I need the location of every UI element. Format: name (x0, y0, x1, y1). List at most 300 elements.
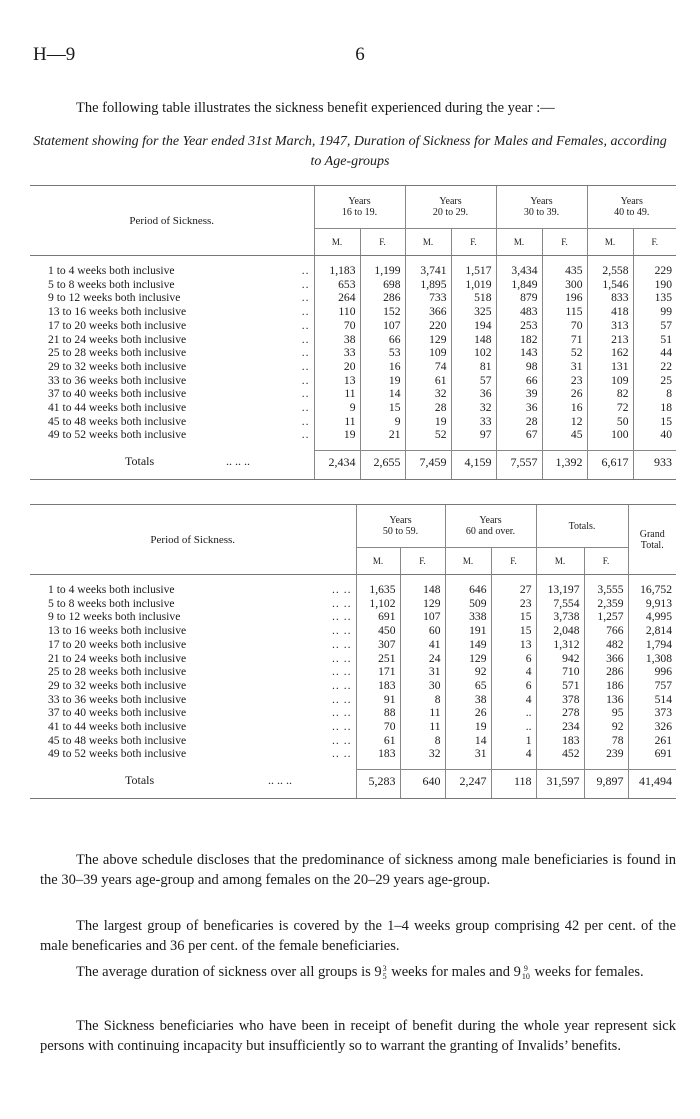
leader-dots: .. (301, 359, 310, 373)
rule-cell (314, 473, 360, 480)
cell-value: 9 (360, 415, 405, 429)
cell-value: 14 (360, 387, 405, 401)
table-row (30, 652, 676, 666)
sex-header: F. (542, 229, 587, 256)
cell-value: 23 (491, 597, 536, 611)
grand-total-header: Grand Total. (628, 505, 676, 575)
cell-value: 51 (633, 333, 676, 347)
age-group-header: Years 60 and over. (445, 505, 536, 548)
rule-cell (268, 792, 356, 799)
leader-dots: .. (301, 387, 310, 401)
rule-cell (30, 792, 268, 799)
cell-value: 92 (445, 665, 491, 679)
cell-value: 53 (360, 346, 405, 360)
totals-header: Totals. (536, 505, 628, 548)
rule-cell (628, 792, 676, 799)
cell-value: 483 (496, 305, 542, 319)
age-group-header: Years 30 to 39. (496, 186, 587, 229)
period-label: 9 to 12 weeks both inclusive (48, 291, 181, 305)
period-label: 13 to 16 weeks both inclusive (48, 305, 187, 319)
leader-dots: .. (301, 332, 310, 346)
spacer-cell (314, 442, 360, 451)
cell-value: 11 (400, 720, 445, 734)
sickness-table-ages-50-plus-totals (30, 504, 676, 799)
cell-value: 148 (400, 583, 445, 597)
cell-value: 186 (584, 679, 628, 693)
cell-value: 16 (360, 360, 405, 374)
cell-value: 21 (360, 428, 405, 442)
cell-value: 307 (356, 638, 400, 652)
cell-value: 32 (405, 387, 451, 401)
total-value: 118 (491, 770, 536, 793)
cell-value: 66 (496, 374, 542, 388)
cell-value: 4 (491, 665, 536, 679)
cell-value: 66 (360, 333, 405, 347)
cell-value: 16 (542, 401, 587, 415)
period-label: 29 to 32 weeks both inclusive (48, 359, 187, 373)
leader-dots: .. .. (332, 651, 352, 665)
cell-value: 9 (314, 401, 360, 415)
cell-value: 286 (360, 291, 405, 305)
cell-value: 36 (496, 401, 542, 415)
rule-cell (445, 792, 491, 799)
table-row (30, 319, 676, 333)
sex-header: F. (451, 229, 496, 256)
cell-value: 99 (633, 305, 676, 319)
total-value: 2,434 (314, 451, 360, 474)
table-row (30, 291, 676, 305)
cell-value: 1,635 (356, 583, 400, 597)
period-label: 45 to 48 weeks both inclusive (48, 414, 187, 428)
cell-value: 4,995 (628, 610, 676, 624)
sex-header: F. (633, 229, 676, 256)
age-group-header: Years 20 to 29. (405, 186, 496, 229)
cell-value: 162 (587, 346, 633, 360)
cell-value: 72 (587, 401, 633, 415)
cell-value: 326 (628, 720, 676, 734)
cell-value: 435 (542, 264, 587, 278)
cell-value: 8 (400, 734, 445, 748)
leader-dots: .. .. (332, 665, 352, 679)
cell-value: 4 (491, 693, 536, 707)
cell-value: 183 (536, 734, 584, 748)
age-group-header: Years 16 to 19. (314, 186, 405, 229)
cell-value: 757 (628, 679, 676, 693)
leader-dots: .. (301, 401, 310, 415)
cell-value: 373 (628, 706, 676, 720)
cell-value: 11 (314, 415, 360, 429)
row-spacer (30, 442, 676, 451)
total-value: 2,247 (445, 770, 491, 793)
page-number: 6 (355, 44, 365, 65)
cell-value: 57 (633, 319, 676, 333)
table-row (30, 374, 676, 388)
cell-value: 31 (400, 665, 445, 679)
period-label: 25 to 28 weeks both inclusive (48, 346, 187, 360)
total-value: 6,617 (587, 451, 633, 474)
cell-value: 1,199 (360, 264, 405, 278)
cell-value: 418 (587, 305, 633, 319)
cell-value: 102 (451, 346, 496, 360)
cell-value: 39 (496, 387, 542, 401)
cell-value: 313 (587, 319, 633, 333)
period-label: 9 to 12 weeks both inclusive (48, 610, 181, 624)
cell-value: 81 (451, 360, 496, 374)
cell-value: 14 (445, 734, 491, 748)
period-label: 5 to 8 weeks both inclusive (48, 277, 175, 291)
table-row (30, 665, 676, 679)
cell-value: 1,312 (536, 638, 584, 652)
cell-value: 40 (633, 428, 676, 442)
spacer-cell (400, 761, 445, 770)
cell-value: 16,752 (628, 583, 676, 597)
cell-value: 261 (628, 734, 676, 748)
period-label: 37 to 40 weeks both inclusive (48, 387, 187, 401)
sickness-table-ages-16-49 (30, 185, 676, 480)
cell-value: 32 (400, 747, 445, 761)
period-label: 5 to 8 weeks both inclusive (48, 596, 175, 610)
period-label: 41 to 44 weeks both inclusive (48, 401, 187, 415)
cell-value: 183 (356, 679, 400, 693)
table-row (30, 597, 676, 611)
rule-cell (496, 473, 542, 480)
period-label: 25 to 28 weeks both inclusive (48, 665, 187, 679)
cell-value: 152 (360, 305, 405, 319)
cell-value: 3,434 (496, 264, 542, 278)
table-row (30, 720, 676, 734)
period-label: 1 to 4 weeks both inclusive (48, 583, 175, 596)
paragraph-invalids-benefit: The Sickness beneficiaries who have been in receipt of benefit during the whole year represent sick persons with continuing incapacity but insufficiently so to warrant the granting of Invalids’ benefits. (40, 1018, 676, 1054)
cell-value: 31 (445, 747, 491, 761)
cell-value: 109 (587, 374, 633, 388)
rule-cell (536, 792, 584, 799)
period-label: 21 to 24 weeks both inclusive (48, 651, 187, 665)
cell-value: 148 (451, 333, 496, 347)
cell-value: 13,197 (536, 583, 584, 597)
leader-dots: .. (301, 414, 310, 428)
cell-value: 7,554 (536, 597, 584, 611)
leader-dots: .. .. (332, 624, 352, 638)
cell-value: 183 (356, 747, 400, 761)
leader-dots: .. (301, 346, 310, 360)
total-value: 7,459 (405, 451, 451, 474)
cell-value: 70 (314, 319, 360, 333)
cell-value: 482 (584, 638, 628, 652)
cell-value: 6 (491, 679, 536, 693)
cell-value: 70 (356, 720, 400, 734)
period-label: 33 to 36 weeks both inclusive (48, 692, 187, 706)
table-row (30, 734, 676, 748)
table-bottom-rule (30, 792, 676, 799)
cell-value: 1,849 (496, 278, 542, 292)
cell-value: 366 (405, 305, 451, 319)
rule-cell (400, 792, 445, 799)
cell-value: 26 (542, 387, 587, 401)
cell-value: 942 (536, 652, 584, 666)
table-row (30, 624, 676, 638)
cell-value: 19 (445, 720, 491, 734)
leader-dots: .. (301, 264, 310, 277)
period-label: 21 to 24 weeks both inclusive (48, 332, 187, 346)
sex-header: M. (587, 229, 633, 256)
spacer-cell (633, 442, 676, 451)
spacer-cell (30, 442, 226, 451)
table-row (30, 278, 676, 292)
cell-value: 65 (445, 679, 491, 693)
cell-value: 4 (491, 747, 536, 761)
cell-value: 23 (542, 374, 587, 388)
cell-value: 50 (587, 415, 633, 429)
cell-value: 1 (491, 734, 536, 748)
table-row (30, 264, 676, 278)
cell-value: 450 (356, 624, 400, 638)
rule-cell (633, 473, 676, 480)
cell-value: 833 (587, 291, 633, 305)
cell-value: 98 (496, 360, 542, 374)
cell-value: 239 (584, 747, 628, 761)
cell-value: 300 (542, 278, 587, 292)
age-group-header: Years 50 to 59. (356, 505, 445, 548)
cell-value: .. (491, 706, 536, 720)
spacer-cell (451, 442, 496, 451)
table-row (30, 679, 676, 693)
cell-value: 1,517 (451, 264, 496, 278)
cell-value: 61 (356, 734, 400, 748)
totals-label: Totals (125, 454, 155, 469)
cell-value: 11 (314, 387, 360, 401)
paragraph-predominance: The above schedule discloses that the predominance of sickness among male beneficiaries is found in the 30–39 years age-group and among females on the 20–29 years age-group. (40, 852, 676, 888)
period-label: 45 to 48 weeks both inclusive (48, 733, 187, 747)
leader-dots: .. (301, 291, 310, 305)
cell-value: 24 (400, 652, 445, 666)
cell-value: 20 (314, 360, 360, 374)
period-label: 49 to 52 weeks both inclusive (48, 428, 187, 442)
leader-dots: .. .. .. (226, 454, 250, 469)
cell-value: 33 (314, 346, 360, 360)
cell-value: 115 (542, 305, 587, 319)
cell-value: 11 (400, 706, 445, 720)
leader-dots: .. (301, 318, 310, 332)
cell-value: 38 (314, 333, 360, 347)
total-value: 5,283 (356, 770, 400, 793)
table-row (30, 693, 676, 707)
spacer-cell (445, 761, 491, 770)
cell-value: 3,738 (536, 610, 584, 624)
document-code: H—9 (33, 44, 76, 65)
sex-header: M. (496, 229, 542, 256)
leader-dots: .. .. (332, 720, 352, 734)
cell-value: 30 (400, 679, 445, 693)
cell-value: 190 (633, 278, 676, 292)
cell-value: 95 (584, 706, 628, 720)
cell-value: 135 (633, 291, 676, 305)
leader-dots: .. (301, 305, 310, 319)
leader-dots: .. (301, 373, 310, 387)
cell-value: 366 (584, 652, 628, 666)
cell-value: 264 (314, 291, 360, 305)
table-row (30, 360, 676, 374)
rule-cell (405, 473, 451, 480)
cell-value: 26 (445, 706, 491, 720)
rule-cell (451, 473, 496, 480)
cell-value: 1,794 (628, 638, 676, 652)
cell-value: 325 (451, 305, 496, 319)
cell-value: 1,102 (356, 597, 400, 611)
leader-dots: .. (301, 428, 310, 442)
row-spacer (30, 761, 676, 770)
period-label: 13 to 16 weeks both inclusive (48, 624, 187, 638)
total-value: 2,655 (360, 451, 405, 474)
total-value: 31,597 (536, 770, 584, 793)
period-label: 33 to 36 weeks both inclusive (48, 373, 187, 387)
cell-value: 253 (496, 319, 542, 333)
period-label: 37 to 40 weeks both inclusive (48, 706, 187, 720)
cell-value: 107 (400, 610, 445, 624)
totals-row (30, 451, 676, 474)
table-row (30, 415, 676, 429)
cell-value: 653 (314, 278, 360, 292)
cell-value: 514 (628, 693, 676, 707)
cell-value: 766 (584, 624, 628, 638)
fraction-females: 9 10 (521, 963, 530, 981)
cell-value: 74 (405, 360, 451, 374)
leader-dots: .. .. (332, 692, 352, 706)
cell-value: 2,814 (628, 624, 676, 638)
sex-header: F. (400, 548, 445, 575)
rule-cell (542, 473, 587, 480)
leader-dots: .. .. (332, 610, 352, 624)
spacer-cell (584, 761, 628, 770)
sex-header: M. (356, 548, 400, 575)
cell-value: 2,558 (587, 264, 633, 278)
cell-value: 57 (451, 374, 496, 388)
cell-value: 518 (451, 291, 496, 305)
table-caption: Statement showing for the Year ended 31st March, 1947, Duration of Sickness for Males and Females, according to Age-groups (33, 134, 667, 169)
cell-value: 19 (405, 415, 451, 429)
cell-value: 41 (400, 638, 445, 652)
table-row (30, 333, 676, 347)
cell-value: 234 (536, 720, 584, 734)
spacer-cell (491, 761, 536, 770)
total-value: 933 (633, 451, 676, 474)
cell-value: 15 (491, 624, 536, 638)
cell-value: 70 (542, 319, 587, 333)
cell-value: 100 (587, 428, 633, 442)
cell-value: 879 (496, 291, 542, 305)
cell-value: 691 (356, 610, 400, 624)
period-label: 1 to 4 weeks both inclusive (48, 264, 175, 277)
sex-header: M. (405, 229, 451, 256)
period-label: 41 to 44 weeks both inclusive (48, 720, 187, 734)
cell-value: 571 (536, 679, 584, 693)
spacer-cell (542, 442, 587, 451)
total-value: 7,557 (496, 451, 542, 474)
total-value: 9,897 (584, 770, 628, 793)
total-value: 4,159 (451, 451, 496, 474)
cell-value: 213 (587, 333, 633, 347)
cell-value: 131 (587, 360, 633, 374)
cell-value: 19 (314, 428, 360, 442)
cell-value: 38 (445, 693, 491, 707)
total-value: 1,392 (542, 451, 587, 474)
table-row (30, 428, 676, 442)
period-label: 49 to 52 weeks both inclusive (48, 747, 187, 761)
cell-value: 61 (405, 374, 451, 388)
paragraph-largest-group: The largest group of beneficaries is covered by the 1–4 weeks group comprising 42 per cent. of the male beneficaries and 36 per cent. of the female beneficiaries. (40, 918, 676, 954)
paragraph-average-duration: The average duration of sickness over all groups is 9 3 5 weeks for males and 9 9 10 weeks for females. (76, 963, 644, 981)
cell-value: 996 (628, 665, 676, 679)
cell-value: 691 (628, 747, 676, 761)
cell-value: 19 (360, 374, 405, 388)
cell-value: 136 (584, 693, 628, 707)
cell-value: 129 (400, 597, 445, 611)
cell-value: 9,913 (628, 597, 676, 611)
cell-value: 28 (405, 401, 451, 415)
rule-cell (226, 473, 314, 480)
cell-value: 107 (360, 319, 405, 333)
cell-value: 109 (405, 346, 451, 360)
cell-value: 45 (542, 428, 587, 442)
cell-value: 646 (445, 583, 491, 597)
cell-value: 220 (405, 319, 451, 333)
spacer-cell (30, 761, 268, 770)
cell-value: 3,741 (405, 264, 451, 278)
total-value: 41,494 (628, 770, 676, 793)
rule-cell (587, 473, 633, 480)
cell-value: 25 (633, 374, 676, 388)
table-row (30, 610, 676, 624)
table-row (30, 387, 676, 401)
cell-value: 3,555 (584, 583, 628, 597)
cell-value: 338 (445, 610, 491, 624)
table-row (30, 346, 676, 360)
cell-value: 2,048 (536, 624, 584, 638)
cell-value: 33 (451, 415, 496, 429)
cell-value: 1,308 (628, 652, 676, 666)
cell-value: 6 (491, 652, 536, 666)
cell-value: 1,895 (405, 278, 451, 292)
cell-value: 196 (542, 291, 587, 305)
cell-value: 52 (405, 428, 451, 442)
cell-value: 129 (405, 333, 451, 347)
cell-value: 110 (314, 305, 360, 319)
leader-dots: .. .. (332, 678, 352, 692)
cell-value: 143 (496, 346, 542, 360)
table-bottom-rule (30, 473, 676, 480)
leader-dots: .. .. (332, 637, 352, 651)
table-row (30, 638, 676, 652)
leader-dots: .. .. (332, 733, 352, 747)
leader-dots: .. .. .. (268, 773, 292, 788)
cell-value: 60 (400, 624, 445, 638)
cell-value: 32 (451, 401, 496, 415)
cell-value: 378 (536, 693, 584, 707)
cell-value: 36 (451, 387, 496, 401)
table-row (30, 401, 676, 415)
cell-value: 194 (451, 319, 496, 333)
cell-value: 71 (542, 333, 587, 347)
period-label: 29 to 32 weeks both inclusive (48, 678, 187, 692)
leader-dots: .. .. (332, 596, 352, 610)
cell-value: 710 (536, 665, 584, 679)
totals-label: Totals (125, 773, 155, 788)
cell-value: 28 (496, 415, 542, 429)
spacer-cell (405, 442, 451, 451)
spacer-cell (536, 761, 584, 770)
cell-value: 18 (633, 401, 676, 415)
spacer-cell (587, 442, 633, 451)
sex-header: F. (360, 229, 405, 256)
